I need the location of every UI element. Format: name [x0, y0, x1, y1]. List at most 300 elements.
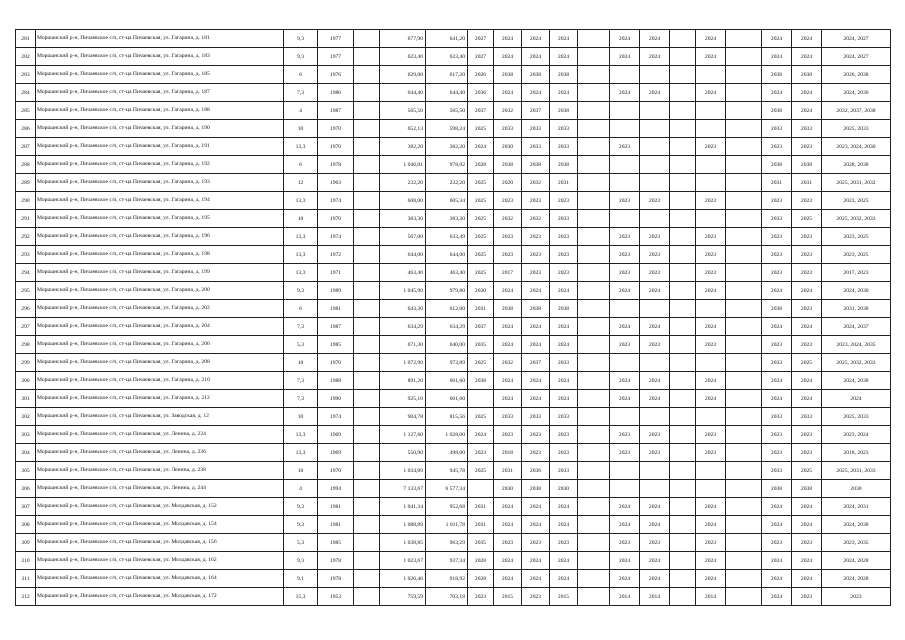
table-cell [354, 174, 380, 192]
table-cell [354, 318, 380, 336]
table-cell: 2023 [792, 228, 822, 246]
table-cell: 13,3 [284, 192, 318, 210]
table-cell: 2024 [696, 282, 726, 300]
table-cell [610, 66, 640, 84]
table-cell: 7,3 [284, 390, 318, 408]
table-cell: 383,30 [426, 210, 468, 228]
table-cell: 2024 [762, 84, 792, 102]
table-cell: 2024 [610, 552, 640, 570]
table-cell: 2023 [762, 138, 792, 156]
table-cell: 2027 [468, 48, 494, 66]
table-cell: 2023 [550, 228, 578, 246]
address-cell: Моршанский р-н, Пичаевское с/п, ст-ца Пичаевская, ул. Заводская, д. 12 [36, 408, 284, 426]
table-cell: 2024 [640, 30, 670, 48]
table-cell: 2023 [792, 444, 822, 462]
table-cell [726, 336, 762, 354]
table-cell [354, 408, 380, 426]
table-cell [354, 246, 380, 264]
table-cell [354, 336, 380, 354]
table-cell: 2024 [522, 390, 550, 408]
table-row [16, 390, 891, 408]
address-cell: Моршанский р-н, Пичаевское с/п, ст-ца Пичаевская, ул. Гагарина, д. 206 [36, 336, 284, 354]
table-cell: 937,34 [426, 552, 468, 570]
table-cell: 2025 [468, 192, 494, 210]
table-cell: 2023 [610, 138, 640, 156]
table-cell: 2023 [792, 192, 822, 210]
row-number-cell: 303 [16, 426, 36, 444]
table-cell [354, 138, 380, 156]
table-cell [354, 480, 380, 498]
address-cell: Моршанский р-н, Пичаевское с/п, ст-ца Пичаевская, ул. Гагарина, д. 204 [36, 318, 284, 336]
table-cell [670, 336, 696, 354]
table-cell: 1 011,78 [426, 516, 468, 534]
table-row [16, 210, 891, 228]
table-cell: 2024 [494, 48, 522, 66]
table-cell: 2033 [550, 462, 578, 480]
table-cell: 15,3 [284, 588, 318, 606]
table-cell: 2023 [696, 444, 726, 462]
table-cell: 2030 [494, 138, 522, 156]
table-cell: 1969 [318, 426, 354, 444]
address-cell: Моршанский р-н, Пичаевское с/п, ст-ца Пичаевская, ул. Гагарина, д. 193 [36, 174, 284, 192]
table-cell: 2023 [792, 426, 822, 444]
table-cell: 2024, 2036 [822, 84, 891, 102]
table-cell [640, 210, 670, 228]
table-cell: 1953 [318, 588, 354, 606]
table-cell: 2018, 2023 [822, 444, 891, 462]
table-cell: 1 023,67 [380, 552, 426, 570]
table-cell: 815,56 [426, 408, 468, 426]
table-cell: 2025 [792, 210, 822, 228]
table-cell: 2024 [522, 30, 550, 48]
table-cell: 2025 [468, 264, 494, 282]
table-cell [670, 138, 696, 156]
table-cell: 1988 [318, 372, 354, 390]
table-cell: 2023 [494, 426, 522, 444]
table-cell: 2026 [468, 66, 494, 84]
table-cell: 1971 [318, 264, 354, 282]
table-cell: 2033 [762, 210, 792, 228]
table-cell [610, 102, 640, 120]
row-number-cell: 294 [16, 264, 36, 282]
table-cell [670, 66, 696, 84]
table-cell: 7 133,67 [380, 480, 426, 498]
table-cell: 2023 [550, 264, 578, 282]
table-cell [578, 390, 610, 408]
address-cell: Моршанский р-н, Пичаевское с/п, ст-ца Пичаевская, ул. Гагарина, д. 194 [36, 192, 284, 210]
table-cell [670, 408, 696, 426]
table-cell [610, 354, 640, 372]
table-cell: 2023 [522, 264, 550, 282]
row-number-cell: 288 [16, 156, 36, 174]
address-cell: Моршанский р-н, Пичаевское с/п, ст-ца Пичаевская, ул. Гагарина, д. 187 [36, 84, 284, 102]
table-cell [670, 498, 696, 516]
table-cell: 643,30 [380, 300, 426, 318]
table-cell [578, 264, 610, 282]
table-row [16, 228, 891, 246]
table-cell [726, 246, 762, 264]
table-cell: 382,20 [426, 138, 468, 156]
table-cell: 1981 [318, 516, 354, 534]
table-cell: 2028 [468, 552, 494, 570]
table-cell: 2023 [762, 228, 792, 246]
table-cell: 2023 [468, 444, 494, 462]
table-row [16, 30, 891, 48]
table-cell [578, 318, 610, 336]
table-cell [726, 66, 762, 84]
table-cell: 2038 [522, 300, 550, 318]
table-cell: 2023 [494, 534, 522, 552]
table-cell: 945,78 [426, 462, 468, 480]
table-cell: 2023 [762, 246, 792, 264]
table-cell: 10 [284, 408, 318, 426]
table-cell: 2023 [610, 426, 640, 444]
table-cell [354, 516, 380, 534]
table-cell: 2024 [696, 84, 726, 102]
table-cell: 2023 [696, 426, 726, 444]
table-cell: 2028, 2038 [822, 156, 891, 174]
table-cell: 2024 [494, 498, 522, 516]
table-cell [696, 156, 726, 174]
table-cell: 6 577,34 [426, 480, 468, 498]
table-cell: 2035 [468, 336, 494, 354]
table-cell: 2023 [696, 228, 726, 246]
table-cell: 2024 [762, 390, 792, 408]
table-cell [640, 66, 670, 84]
row-number-cell: 295 [16, 282, 36, 300]
table-cell: 2023 [550, 534, 578, 552]
table-cell: 2024 [696, 318, 726, 336]
table-row [16, 552, 891, 570]
table-cell [726, 264, 762, 282]
table-cell [670, 444, 696, 462]
table-cell [578, 138, 610, 156]
table-cell: 1963 [318, 174, 354, 192]
table-cell [578, 336, 610, 354]
table-cell: 2023 [640, 534, 670, 552]
table-cell: 550,90 [380, 444, 426, 462]
table-cell: 382,20 [380, 138, 426, 156]
table-cell: 963,29 [426, 534, 468, 552]
table-cell [354, 534, 380, 552]
table-cell: 9,1 [284, 570, 318, 588]
table-cell [610, 300, 640, 318]
table-cell: 2023, 2024 [822, 426, 891, 444]
table-cell [578, 282, 610, 300]
table-cell: 1 088,89 [380, 516, 426, 534]
table-cell: 2024 [494, 552, 522, 570]
table-cell: 2025 [468, 354, 494, 372]
table-cell: 904,78 [380, 408, 426, 426]
table-cell: 2024 [522, 48, 550, 66]
row-number-cell: 282 [16, 48, 36, 66]
table-row [16, 336, 891, 354]
address-cell: Моршанский р-н, Пичаевское с/п, ст-ца Пичаевская, ул. Гагарина, д. 198 [36, 246, 284, 264]
table-cell: 2024 [696, 372, 726, 390]
table-cell: 952,68 [426, 498, 468, 516]
table-cell: 2024 [762, 48, 792, 66]
table-cell: 2023 [550, 444, 578, 462]
table-cell: 2023 [640, 228, 670, 246]
row-number-cell: 281 [16, 30, 36, 48]
table-cell: 1977 [318, 30, 354, 48]
table-cell: 601,60 [426, 372, 468, 390]
table-cell [640, 408, 670, 426]
table-cell: 2024 [494, 570, 522, 588]
table-cell [354, 120, 380, 138]
table-cell: 2024, 2027 [822, 30, 891, 48]
table-cell [726, 210, 762, 228]
table-cell: 2024 [550, 390, 578, 408]
table-cell: 2018 [494, 444, 522, 462]
address-cell: Моршанский р-н, Пичаевское с/п, ст-ца Пичаевская, ул. Гагарина, д. 183 [36, 48, 284, 66]
table-cell [726, 84, 762, 102]
table-row [16, 48, 891, 66]
table-cell [610, 210, 640, 228]
table-row [16, 300, 891, 318]
table-cell: 1 072,90 [380, 354, 426, 372]
table-cell [640, 102, 670, 120]
table-cell [578, 426, 610, 444]
table-cell: 2038 [494, 156, 522, 174]
row-number-cell: 305 [16, 462, 36, 480]
table-cell: 608,00 [380, 192, 426, 210]
table-cell: 2035 [468, 534, 494, 552]
table-cell: 13,3 [284, 444, 318, 462]
table-cell: 2024 [550, 282, 578, 300]
table-cell: 2014 [640, 588, 670, 606]
table-cell: 2024 [696, 390, 726, 408]
table-cell: 2023, 2024, 2035 [822, 336, 891, 354]
table-cell [578, 588, 610, 606]
table-cell: 9,3 [284, 48, 318, 66]
table-cell: 2025 [468, 408, 494, 426]
table-cell: 2023 [494, 192, 522, 210]
table-cell: 2024 [696, 48, 726, 66]
table-cell: 2023 [610, 246, 640, 264]
table-cell: 2031 [468, 300, 494, 318]
table-row [16, 318, 891, 336]
table-row [16, 138, 891, 156]
table-cell: 2023 [792, 588, 822, 606]
table-cell: 2024 [762, 318, 792, 336]
table-cell [726, 372, 762, 390]
table-cell: 2033 [522, 138, 550, 156]
table-cell: 2024 [550, 336, 578, 354]
table-cell: 2037 [468, 102, 494, 120]
table-cell: 2024 [550, 372, 578, 390]
table-cell: 2023 [522, 444, 550, 462]
table-cell [640, 354, 670, 372]
table-cell: 2023 [696, 336, 726, 354]
table-cell: 1986 [318, 84, 354, 102]
table-cell: 979,80 [426, 282, 468, 300]
table-cell [726, 318, 762, 336]
table-cell [696, 462, 726, 480]
table-cell: 2024 [610, 282, 640, 300]
row-number-cell: 309 [16, 534, 36, 552]
table-cell: 6 [284, 66, 318, 84]
table-cell: 2024, 2027 [822, 48, 891, 66]
table-cell [354, 444, 380, 462]
table-row [16, 102, 891, 120]
table-cell: 2023 [468, 588, 494, 606]
table-cell: 2025, 2033 [822, 408, 891, 426]
table-cell: 2023, 2025 [822, 192, 891, 210]
table-cell: 2032 [494, 102, 522, 120]
table-cell: 2038 [762, 156, 792, 174]
housing-register-table [15, 29, 891, 606]
table-cell [670, 282, 696, 300]
table-cell: 1974 [318, 228, 354, 246]
table-cell [468, 480, 494, 498]
table-cell: 2024 [494, 372, 522, 390]
table-cell [354, 264, 380, 282]
table-cell: 2024, 2028 [822, 570, 891, 588]
table-cell [670, 156, 696, 174]
table-cell [354, 372, 380, 390]
table-cell: 2024 [762, 372, 792, 390]
table-cell: 2033 [762, 354, 792, 372]
table-cell: 703,18 [426, 588, 468, 606]
table-cell: 2023 [640, 444, 670, 462]
table-cell: 2032 [522, 174, 550, 192]
table-cell: 2038 [494, 300, 522, 318]
table-cell: 2024 [792, 390, 822, 408]
table-cell: 2024 [640, 84, 670, 102]
table-cell: 2031 [550, 174, 578, 192]
table-cell: 2024 [640, 498, 670, 516]
table-cell: 2033 [792, 120, 822, 138]
table-cell: 2024 [792, 516, 822, 534]
table-cell: 2032 [522, 210, 550, 228]
table-cell: 6 [284, 156, 318, 174]
table-cell: 2033 [550, 138, 578, 156]
table-cell: 2024 [610, 318, 640, 336]
table-cell: 1981 [318, 300, 354, 318]
table-cell [354, 156, 380, 174]
table-cell: 2023 [792, 336, 822, 354]
table-cell: 2024, 2031 [822, 498, 891, 516]
table-cell [670, 246, 696, 264]
table-cell: 2030 [822, 480, 891, 498]
table-cell: 2023 [640, 192, 670, 210]
table-cell: 1 038,85 [380, 534, 426, 552]
table-row [16, 282, 891, 300]
table-cell: 383,30 [380, 210, 426, 228]
table-cell [726, 552, 762, 570]
table-cell: 601,60 [426, 390, 468, 408]
table-cell: 2023 [550, 426, 578, 444]
row-number-cell: 283 [16, 66, 36, 84]
row-number-cell: 304 [16, 444, 36, 462]
table-cell: 10 [284, 210, 318, 228]
address-cell: Моршанский р-н, Пичаевское с/п, ст-ца Пичаевская, ул. Гагарина, д. 202 [36, 300, 284, 318]
table-cell: 1970 [318, 210, 354, 228]
table-cell: 2023 [762, 444, 792, 462]
table-cell: 677,90 [380, 30, 426, 48]
table-cell: 1 127,60 [380, 426, 426, 444]
table-cell: 2024 [468, 138, 494, 156]
table-cell: 9,3 [284, 282, 318, 300]
table-cell [696, 102, 726, 120]
table-row [16, 372, 891, 390]
table-cell [610, 480, 640, 498]
table-cell: 2024 [610, 516, 640, 534]
row-number-cell: 286 [16, 120, 36, 138]
table-cell: 2038 [468, 372, 494, 390]
table-cell: 2038 [762, 480, 792, 498]
table-cell [578, 444, 610, 462]
table-cell: 2030 [468, 282, 494, 300]
table-cell [726, 570, 762, 588]
table-cell: 2024 [792, 84, 822, 102]
table-cell: 2025 [468, 174, 494, 192]
table-cell [726, 444, 762, 462]
table-cell: 2023 [610, 264, 640, 282]
table-cell: 9,3 [284, 498, 318, 516]
table-cell: 2024 [522, 282, 550, 300]
table-cell: 2027 [468, 30, 494, 48]
table-cell [670, 210, 696, 228]
address-cell: Моршанский р-н, Пичаевское с/п, ст-ца Пичаевская, ул. Молдавская, д. 152 [36, 498, 284, 516]
table-cell [696, 174, 726, 192]
address-cell: Моршанский р-н, Пичаевское с/п, ст-ца Пичаевская, ул. Гагарина, д. 210 [36, 372, 284, 390]
table-row [16, 570, 891, 588]
address-cell: Моршанский р-н, Пичаевское с/п, ст-ца Пичаевская, ул. Гагарина, д. 188 [36, 102, 284, 120]
table-cell: 2023 [696, 264, 726, 282]
row-number-cell: 307 [16, 498, 36, 516]
table-cell [696, 354, 726, 372]
table-cell: 2023 [640, 246, 670, 264]
table-cell [610, 408, 640, 426]
table-row [16, 444, 891, 462]
table-cell: 2024 [550, 48, 578, 66]
table-cell: 2024 [494, 390, 522, 408]
table-cell: 13,3 [284, 426, 318, 444]
table-cell: 2024 [792, 372, 822, 390]
table-cell: 2031 [468, 498, 494, 516]
table-cell [354, 282, 380, 300]
table-cell: 2023 [696, 138, 726, 156]
table-cell [726, 390, 762, 408]
table-cell: 1987 [318, 318, 354, 336]
table-cell [670, 264, 696, 282]
address-cell: Моршанский р-н, Пичаевское с/п, ст-ца Пичаевская, ул. Молдавская, д. 164 [36, 570, 284, 588]
table-cell: 2015 [494, 588, 522, 606]
table-cell [578, 372, 610, 390]
table-cell [696, 480, 726, 498]
address-cell: Моршанский р-н, Пичаевское с/п, ст-ца Пичаевская, ул. Гагарина, д. 200 [36, 282, 284, 300]
table-cell: 2038 [522, 480, 550, 498]
table-cell [670, 30, 696, 48]
table-cell: 634,29 [426, 318, 468, 336]
table-cell: 2023 [696, 246, 726, 264]
table-cell: 2024 [468, 426, 494, 444]
table-cell: 2024 [522, 552, 550, 570]
table-cell [354, 30, 380, 48]
table-cell: 2023 [522, 534, 550, 552]
row-number-cell: 284 [16, 84, 36, 102]
row-number-cell: 299 [16, 354, 36, 372]
table-cell: 2023, 2025 [822, 228, 891, 246]
table-cell: 2023 [522, 426, 550, 444]
row-number-cell: 308 [16, 516, 36, 534]
table-cell: 498,00 [426, 444, 468, 462]
table-cell: 2023 [792, 264, 822, 282]
table-cell: 2025, 2033 [822, 120, 891, 138]
table-cell: 2017 [494, 264, 522, 282]
